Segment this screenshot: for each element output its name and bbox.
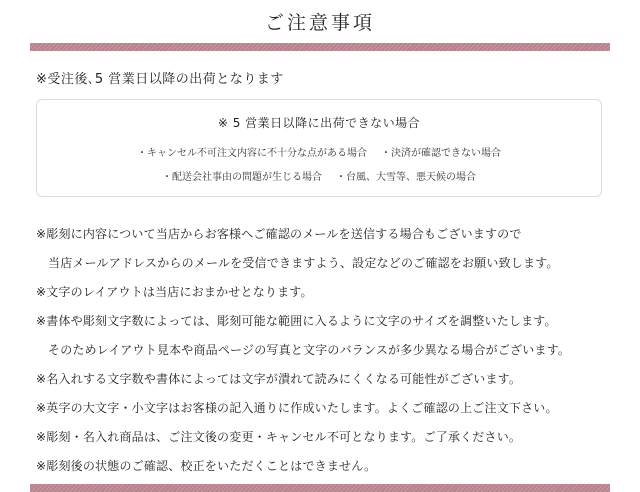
- note-item: ※文字のレイアウトは当店におまかせとなります。: [36, 285, 313, 299]
- note-item: ※彫刻・名入れ商品は、ご注文後の変更・キャンセル不可となります。ご了承ください。: [36, 430, 522, 444]
- notes-list: [36, 226, 626, 487]
- lead-shipping-note: ※受注後､5 営業日以降の出荷となります: [36, 72, 284, 87]
- page-title: ご注意事項: [264, 12, 375, 34]
- note-item: ※彫刻に内容について当店からお客様へご確認のメールを送信する場合もございますので: [36, 227, 522, 241]
- top-divider-bar: [30, 43, 610, 51]
- notice-box-line-1: [37, 144, 601, 159]
- notice-box-title: ※ 5 営業日以降に出荷できない場合: [217, 116, 421, 130]
- note-item-continuation: そのためレイアウト見本や商品ページの写真と文字のバランスが多少異なる場合がございます。: [48, 343, 571, 357]
- notice-item: ・台風、大雪等、悪天候の場合: [336, 172, 476, 183]
- note-item: ※名入れする文字数や書体によっては文字が潰れて読みにくくなる可能性がございます。: [36, 372, 522, 386]
- notice-box: [36, 99, 602, 197]
- note-item-continuation: 当店メールアドレスからのメールを受信できますよう、設定などのご確認をお願い致します。: [48, 256, 559, 270]
- note-item: ※彫刻後の状態のご確認、校正をいただくことはできません。: [36, 459, 377, 473]
- note-item: ※書体や彫刻文字数によっては、彫刻可能な範囲に入るように文字のサイズを調整いたします。: [36, 314, 557, 328]
- notice-item: ・決済が確認できない場合: [381, 148, 501, 159]
- notice-item: ・キャンセル不可注文内容に不十分な点がある場合: [137, 148, 367, 159]
- bottom-divider-bar: [30, 484, 610, 492]
- notice-item: ・配送会社事由の問題が生じる場合: [162, 172, 322, 183]
- notice-box-line-2: [37, 168, 601, 183]
- note-item: ※英字の大文字・小文字はお客様の記入通りに作成いたします。よくご確認の上ご注文下さい。: [36, 401, 558, 415]
